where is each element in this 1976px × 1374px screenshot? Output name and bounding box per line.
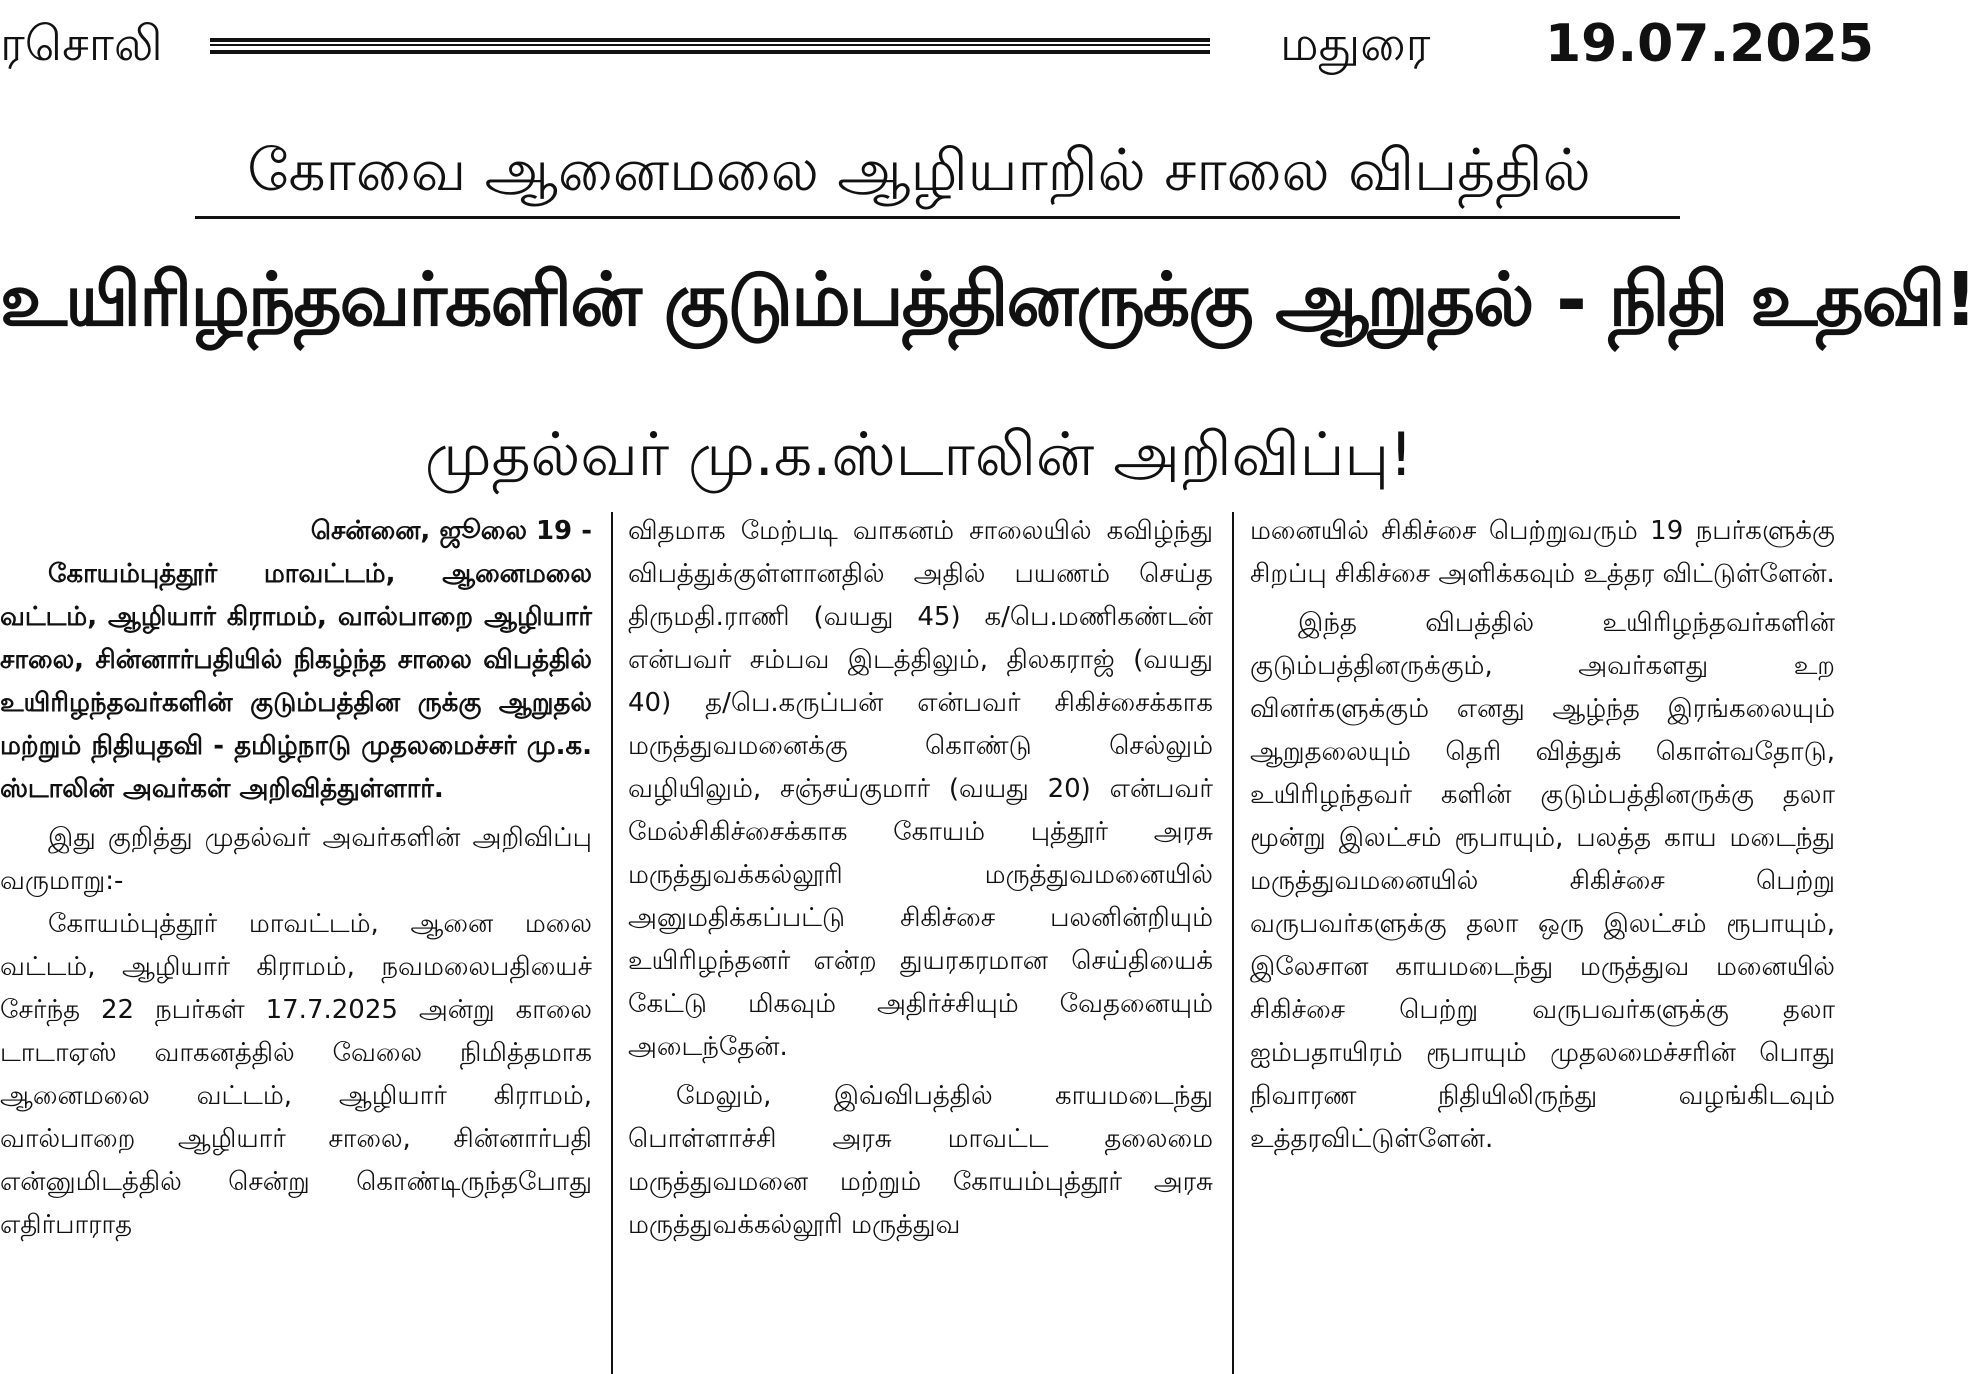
masthead-rule (210, 38, 1210, 54)
body-paragraph: விதமாக மேற்படி வாகனம் சாலையில் கவிழ்ந்து விபத்துக்குள்ளானதில் அதில் பயணம் செய்த திருமதி.ராணி (வயது 45) க/பெ.மணிகண்டன் என்பவர் சம்பவ இடத்திலும், திலகராஜ் (வயது 40) த/பெ.கருப்பன் என்பவர் சிகிச்சைக்காக மருத்துவமனைக்கு கொண்டு செல்லும் வழியிலும், சஞ்சய்குமார் (வயது 20) என்பவர் மேல்சிகிச்சைக்காக கோயம் புத்தூர் அரசு மருத்துவக்கல்லூரி மருத்துவமனையில் அனுமதிக்கப்பட்டு சிகிச்சை பலனின்றியும் உயிரிழந்தனர் என்ற துயரகரமான செய்தியைக் கேட்டு மிகவும் அதிர்ச்சியும் வேதனையும் அடைந்தேன். (628, 516, 1213, 1062)
article-column-2 (628, 510, 1213, 1374)
headline-kicker: கோவை ஆனைமலை ஆழியாறில் சாலை விபத்தில் (247, 136, 1591, 204)
lead-paragraph: கோயம்புத்தூர் மாவட்டம், ஆனைமலை வட்டம், ஆழியார் கிராமம், வால்பாறை ஆழியார் சாலை, சின்னார்பதியில் நிகழ்ந்த சாலை விபத்தில் உயிரிழந்தவர்களின் குடும்பத்தின ருக்கு ஆறுதல் மற்றும் நிதியுதவி - தமிழ்நாடு முதலமைச்சர் மு.க. ஸ்டாலின் அவர்கள் அறிவித்துள்ளார். (0, 559, 592, 804)
article-column-3 (1250, 510, 1835, 1374)
dateline: சென்னை, ஜூலை 19 - (310, 516, 592, 546)
sub-headline: முதல்வர் மு.க.ஸ்டாலின் அறிவிப்பு! (424, 420, 1414, 490)
column-divider (611, 512, 613, 1374)
main-headline: உயிரிழந்தவர்களின் குடும்பத்தினருக்கு ஆறுதல் - நிதி உதவி! (0, 257, 1976, 343)
body-paragraph: மேலும், இவ்விபத்தில் காயமடைந்து பொள்ளாச்சி அரசு மாவட்ட தலைமை மருத்துவமனை மற்றும் கோயம்புத்தூர் அரசு மருத்துவக்கல்லூரி மருத்துவ (628, 1081, 1213, 1240)
body-paragraph: மனையில் சிகிச்சை பெற்றுவரும் 19 நபர்களுக்கு சிறப்பு சிகிச்சை அளிக்கவும் உத்தர விட்டுள்ளேன். (1250, 516, 1835, 589)
kicker-rule (195, 216, 1680, 219)
body-paragraph: இந்த விபத்தில் உயிரிழந்தவர்களின் குடும்பத்தினருக்கும், அவர்களது உற வினர்களுக்கும் எனது ஆழ்ந்த இரங்கலையும் ஆறுதலையும் தெரி வித்துக் கொள்வதோடு, உயிரிழந்தவர் களின் குடும்பத்தினருக்கு தலா மூன்று இலட்சம் ரூபாயும், பலத்த காய மடைந்து மருத்துவமனையில் சிகிச்சை பெற்று வருபவர்களுக்கு தலா ஒரு இலட்சம் ரூபாயும், இலேசான காயமடைந்து மருத்துவ மனையில் சிகிச்சை பெற்று வருபவர்களுக்கு தலா ஐம்பதாயிரம் ரூபாயும் முதலமைச்சரின் பொது நிவாரண நிதியிலிருந்து வழங்கிடவும் உத்தரவிட்டுள்ளேன். (1250, 608, 1835, 1154)
edition-name: மதுரை (1280, 16, 1431, 72)
issue-date: 19.07.2025 (1545, 14, 1874, 74)
intro-paragraph: இது குறித்து முதல்வர் அவர்களின் அறிவிப்பு வருமாறு:- (0, 823, 592, 896)
newspaper-name: ரசொலி (0, 16, 163, 72)
article-column-1 (0, 510, 592, 1374)
column-divider (1232, 512, 1234, 1374)
body-paragraph: கோயம்புத்தூர் மாவட்டம், ஆனை மலை வட்டம், ஆழியார் கிராமம், நவமலைபதியைச் சேர்ந்த 22 நபர்கள் 17.7.2025 அன்று காலை டாடாஏஸ் வாகனத்தில் வேலை நிமித்தமாக ஆனைமலை வட்டம், ஆழியார் கிராமம், வால்பாறை ஆழியார் சாலை, சின்னார்பதி என்னுமிடத்தில் சென்று கொண்டிருந்தபோது எதிர்பாராத (0, 909, 592, 1240)
masthead (0, 0, 1874, 100)
